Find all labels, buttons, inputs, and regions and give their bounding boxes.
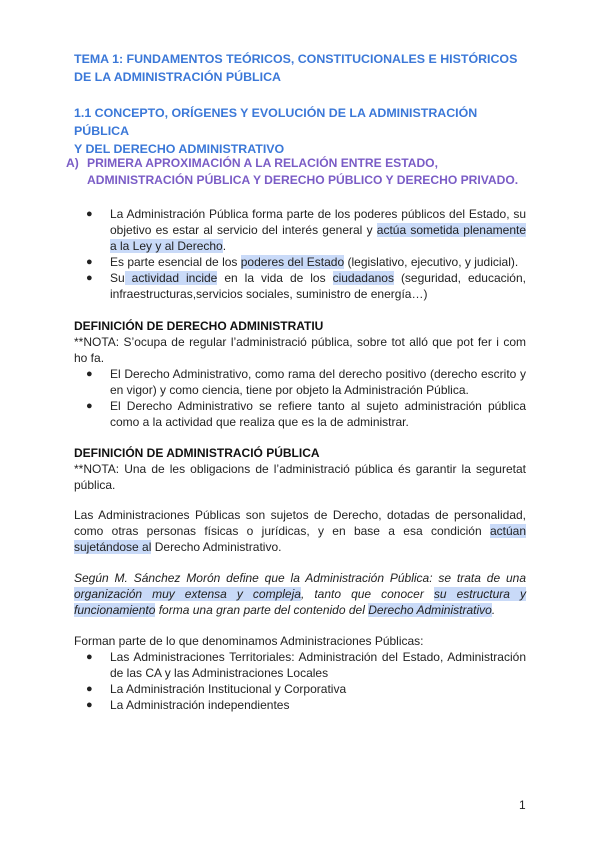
highlight: su estructura y funcionamiento xyxy=(74,587,526,617)
bullet-icon: ● xyxy=(86,208,93,220)
highlight: poderes del Estado xyxy=(240,255,345,269)
bullet-icon: ● xyxy=(86,400,93,412)
admin-paragraph-1: Las Administraciones Públicas son sujetos de Derecho, dotadas de personalidad, como otras personas físicas o jurídicas, y en base a esa condición actúan sujetándose al Derecho Administrativo. xyxy=(74,508,526,554)
chapter-title-line1: TEMA 1: FUNDAMENTOS TEÓRICOS, CONSTITUCIONALES E HISTÓRICOS xyxy=(74,52,518,66)
list-item: ● Es parte esencial de los poderes del Estado (legislativo, ejecutivo, y judicial). xyxy=(86,255,519,269)
list-item: ● La Administración Pública forma parte de los poderes públicos del Estado, su objetivo es estar al servicio del interés general y actúa sometida plenamente a la Ley y al Derecho. xyxy=(86,207,527,253)
highlight: actúa sometida plenamente a la Ley y al Derecho xyxy=(110,223,527,253)
list-item: ● El Derecho Administrativo, como rama del derecho positivo (derecho escrito y en vigor) y como ciencia, tiene por objeto la Administración Pública. xyxy=(86,367,526,397)
admin-heading: DEFINICIÓN DE ADMINISTRACIÓ PÚBLICA xyxy=(74,446,320,460)
subsection-text: PRIMERA APROXIMACIÓN A LA RELACIÓN ENTRE ESTADO, ADMINISTRACIÓN PÚBLICA Y DERECHO PÚBLICO Y DERECHO PRIVADO. xyxy=(87,156,519,187)
admin-note: **NOTA: Una de les obligacions de l’administració pública és garantir la seguretat pública. xyxy=(74,462,526,492)
admin-bullet-list xyxy=(74,649,526,713)
chapter-title-line2: DE LA ADMINISTRACIÓN PÚBLICA xyxy=(74,70,281,84)
admin-paragraph-quote: Según M. Sánchez Morón define que la Administración Pública: se trata de una organización muy extensa y compleja, tanto que conocer su estructura y funcionamiento forma una gran parte del contenido del Derecho Administrativo. xyxy=(74,571,526,617)
list-item: ● Las Administraciones Territoriales: Administración del Estado, Administración de las CA y las Administraciones Locales xyxy=(86,650,526,680)
bullet-icon: ● xyxy=(86,651,93,663)
bullet-icon: ● xyxy=(86,699,93,711)
subsection-heading xyxy=(66,155,526,189)
admin-list-section xyxy=(74,633,526,713)
chapter-title xyxy=(74,50,526,86)
admin-definition xyxy=(74,445,526,493)
subsection-marker: A) xyxy=(66,156,79,170)
section-heading xyxy=(74,104,526,158)
highlight: actúan sujetándose al xyxy=(74,524,526,554)
intro-bullet-list xyxy=(74,206,526,302)
derecho-heading: DEFINICIÓN DE DERECHO ADMINISTRATIU xyxy=(74,319,324,333)
highlight: actividad incide xyxy=(124,271,218,285)
section-heading-line2: Y DEL DERECHO ADMINISTRATIVO xyxy=(74,142,285,156)
list-item: ● La Administración independientes xyxy=(86,698,290,712)
list-item: ● La Administración Institucional y Corporativa xyxy=(86,682,347,696)
highlight: ciudadanos xyxy=(332,271,394,285)
section-heading-line1: 1.1 CONCEPTO, ORÍGENES Y EVOLUCIÓN DE LA ADMINISTRACIÓN PÚBLICA xyxy=(74,106,478,138)
derecho-definition xyxy=(74,318,526,430)
bullet-icon: ● xyxy=(86,272,93,284)
derecho-bullet-list xyxy=(74,366,526,430)
list-item: ● El Derecho Administrativo se refiere tanto al sujeto administración pública como a la actividad que realiza que es la de administrar. xyxy=(86,399,526,429)
highlight: organización muy extensa y compleja xyxy=(74,587,301,601)
bullet-icon: ● xyxy=(86,256,93,268)
page-number: 1 xyxy=(519,798,526,812)
admin-list-intro: Forman parte de lo que denominamos Administraciones Públicas: xyxy=(74,634,424,648)
bullet-icon: ● xyxy=(86,368,93,380)
highlight: Derecho Administrativo xyxy=(368,603,492,617)
derecho-note: **NOTA: S’ocupa de regular l’administració pública, sobre tot alló que pot fer i com ho fa. xyxy=(74,335,526,365)
bullet-icon: ● xyxy=(86,683,93,695)
list-item: ● Su actividad incide en la vida de los ciudadanos (seguridad, educación, infraestructuras,servicios sociales, suministro de energía…) xyxy=(86,271,526,301)
